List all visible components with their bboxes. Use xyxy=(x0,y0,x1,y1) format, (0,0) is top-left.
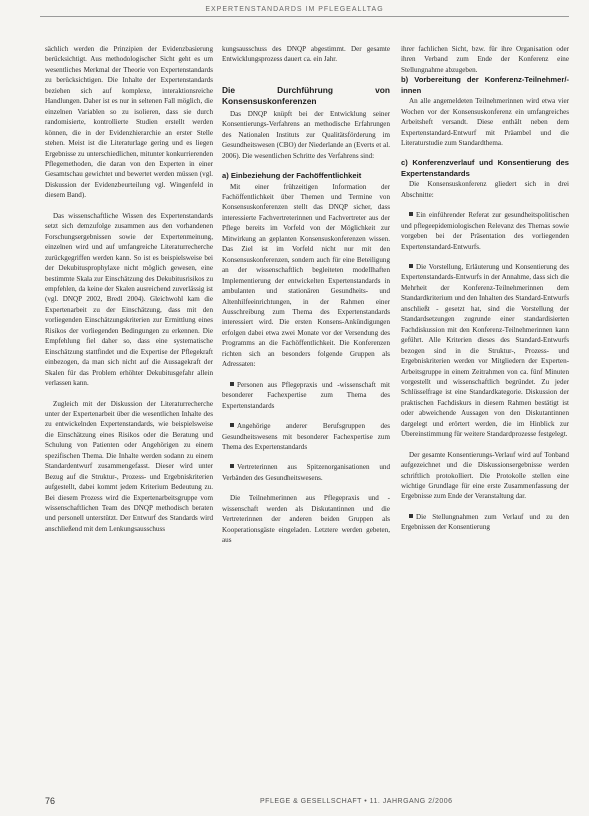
list-item-text: Personen aus Pflegepraxis und -wissenschaft mit besonderer Fachexpertise zum Thema des Expertenstandards xyxy=(222,380,390,410)
list-item-text: Vertreterinnen aus Spitzenorganisationen und Verbänden des Gesundheitswesens. xyxy=(222,463,390,482)
page-number: 76 xyxy=(45,796,56,806)
bullet-square-icon xyxy=(409,212,413,216)
paragraph: Das wissenschaftliche Wissen des Expertenstandards setzt sich demzufolge zusammen aus den vorhandenen Forschungsergebnissen sowie der Expertenmeinung, einzelnen wird und auf umfangreiche Literaturrecherche zurückgegriffen werden kann. So ist es beispielsweise bei der Dekubitusprophylaxe nicht möglich gewesen, eine bestimmte Skala zur Einschätzung des Dekubitusrisikos zu empfehlen, da keine der Skalen ausreichend zuverlässig ist (vgl. DNQP 2002, Bredl 2004). Gleichwohl kam die Expertenarbeit zu der Einschätzung, dass mit den vorliegenden Einschätzungskriterien zur Ermittlung eines Risikos der vorliegenden Bedingungen zu erkennen. Die Empfehlung fiel daher so, dass eine systematische Einschätzung stattfindet und die Expertise der Pflegekraft einbezogen, da man sich nicht auf die Aussagekraft der Skalen für das Problem erhöhter Dekubitusgefahr allein verlassen kann. xyxy=(45,211,213,388)
journal-title: PFLEGE & GESELLSCHAFT • 11. JAHRGANG 2/2006 xyxy=(260,798,453,805)
list-item xyxy=(222,421,390,452)
list-item xyxy=(401,210,569,252)
running-header xyxy=(0,6,589,13)
bullet-square-icon xyxy=(230,464,234,468)
list-item xyxy=(222,380,390,411)
header-rule xyxy=(40,16,569,17)
list-item xyxy=(401,512,569,533)
page-footer xyxy=(45,796,569,808)
list-item xyxy=(401,262,569,440)
bullet-square-icon xyxy=(409,514,413,518)
subsection-heading: b) Vorbereitung der Konferenz-Teilnehmer/-innen xyxy=(401,75,569,95)
bullet-square-icon xyxy=(230,382,234,386)
paragraph: Der gesamte Konsentierungs-Verlauf wird auf Tonband aufgezeichnet und die Diskussionsergebnisse werden schriftlich protokolliert. Die Protokolle stellen eine wichtige Grundlage für eine erste Zusammenfassung der Ergebnisse zum Ende der Veranstaltung dar. xyxy=(401,450,569,501)
paragraph: An alle angemeldeten Teilnehmerinnen wird etwa vier Wochen vor der Konsensuskonferenz ein umfangreiches Arbeitsheft versandt. Diese enthält neben dem Expertenstandard-Entwurf mit Präambel und die Literaturstudie zum Standardthema. xyxy=(401,97,569,147)
bullet-square-icon xyxy=(409,264,413,268)
section-heading: Die Durchführung von Konsensuskonferenzen xyxy=(222,84,390,106)
column-1 xyxy=(45,44,213,784)
list-item-text: Die Stellungnahmen zum Verlauf und zu den Ergebnissen der Konsentierung xyxy=(401,512,569,532)
column-2 xyxy=(222,44,390,784)
paragraph: Zugleich mit der Diskussion der Literaturrecherche unter der Expertenarbeit über die wesentlichen Inhalte des zu entwickelnden Expertenstandards, wie beispielsweise die Einschätzung eines Risikos oder die Beratung und Schulung von Patienten oder Angehörigen zu einem spezifischen Thema. Die Inhalte werden sodann zu einem Standardentwurf zusammengefasst. Dieser wird unter Bezug auf die Struktur-, Prozess- und Ergebniskriterien aufgestellt, dabei kommt jedem Kriterium Bedeutung zu. Bei diesem Prozess wird die Expertenarbeitsgruppe vom wissenschaftlichen Team des DNQP methodisch beraten und personell unterstützt. Der Entwurf des Standards wird anschließend mit dem Lenkungsausschuss xyxy=(45,399,213,533)
subsection-heading: a) Einbeziehung der Fachöffentlichkeit xyxy=(222,171,362,181)
list-item-text: Die Vorstellung, Erläuterung und Konsentierung des Expertenstandards-Entwurfs in der Annahme, dass sich die Mehrheit der Konferenz-Teilnehmerinnen dem Standardkriterium und den Inhalten des Standard-Entwurfs anschließt - gesetzt hat, sind die Vorstellung der Standardsetzungen zugrunde einer standardisierten Fachdiskussion mit den Konferenz-Teilnehmerinnen kann geführt. Alle Kriterien dieses des Standard-Entwurfs bezogen sind in die Struktur-, Prozess- und Ergebniskriterien werden vor Mitgliedern der Experten-Arbeitsgruppe in einem Zeitrahmen von ca. fünf Minuten vorgestellt und wissenschaftlich begründet. Zu jeder Schlüsselfrage ist eine Standardkategorie. Diskussion der praktischen Fachdiskurs in diesem Rahmen bestätigt ist oder abweichende Aussagen von den Diskutantinnen dargelegt und erörtert werden, die im Hinblick zur Übereinstimmung für weitere Standardprozesse festgelegt. xyxy=(401,262,569,439)
bullet-square-icon xyxy=(230,423,234,427)
paragraph: Mit einer frühzeitigen Information der Fachöffentlichkeit über Themen und Termine von Konsensuskonferenzen stellt das DNQP sicher, dass interessierte Fachvertreterinnen und Fachvertreter aus der Pflege bereits im Vorfeld von der Möglichkeit zur Mitwirkung an geplanten Konsensuskonferenzen wissen. Das Ziel ist im Vorfeld nicht nur mit den Konsensuskonferenzen, sondern auch für eine Beteiligung an der wissenschaftlich begleiteten modellhaften Implementierung der entwickelten Expertenstandards in ambulanten und stationären Gesundheits- und Altenhilfeeinrichtungen, in der Rahmen einer Ausschreibung zum Thema des Expertenstandards interessiert wird. Die ersten Konsens-Ankündigungen erfolgen dabei etwa zwei Monate vor der Versendung des Programms an die Fachöffentlichkeit. Die Konferenzen richten sich an besonders folgende Gruppen als Adressaten: xyxy=(222,182,390,369)
subsection-heading: c) Konferenzverlauf und Konsentierung des Expertenstandards xyxy=(401,158,569,178)
list-item xyxy=(222,462,390,483)
list-item-text: Ein einführender Referat zur gesundheitspolitischen und pflegeepidemiologischen Relevanz des Themas sowie vorgeben bei der Präsentation des vorliegenden Expertenstandard-Entwurfs. xyxy=(401,211,569,251)
paragraph: ihrer fachlichen Sicht, bzw. für ihre Organisation oder ihren Verband zum Ende der Konferenz eine Stellungnahme abzugeben. xyxy=(401,45,569,74)
paragraph: sächlich werden die Prinzipien der Evidenzbasierung berücksichtigt. Aus methodologischer Sicht geht es um wesentliches Merkmal der Theorie von Expertenstandards zu berücksichtigen. Die Inhalte der Expertenstandards beziehen sich auf komplexe, interaktionsreiche Handlungen. Daher ist es nur in seltenen Fall möglich, die einzelnen Variablen so zu isolieren, dass sie durch randomisierte, kontrollierte Studien erstellt werden können, die in der Evidenzhierarchie an erster Stelle stehen. Meist ist die Literaturlage gering und es liegen Ergebnisse zu unterschiedlichen, mitunter konkurrierenden Pflegemethoden, die daran von den Experten in einer Gesamtschau gewichtet und bewertet werden müssen (vgl. Diskussion der Evidenzbeurteilung vgl. Wingenfeld in diesem Band). xyxy=(45,45,213,200)
column-3 xyxy=(401,44,569,784)
paragraph: Die Teilnehmerinnen aus Pflegepraxis und -wissenschaft werden als Diskutantinnen und die Vertreterinnen der anderen beiden Gruppen als Kooperationsgäste eingeladen. Letztere werden gebeten, aus xyxy=(222,494,390,545)
paragraph: Das DNQP knüpft bei der Entwicklung seiner Konsentierungs-Verfahrens an methodische Erfahrungen des Nationalen Instituts zur Qualitätsförderung im Gesundheitswesen (CBO) der Niederlande an (Everts et al. 2006). Die wesentlichen Schritte des Verfahrens sind: xyxy=(222,109,390,160)
paragraph: Die Konsensuskonferenz gliedert sich in drei Abschnitte: xyxy=(401,180,569,199)
running-title: EXPERTENSTANDARDS IM PFLEGEALLTAG xyxy=(205,6,384,13)
list-item-text: Angehörige anderer Berufsgruppen des Gesundheitswesens mit besonderer Fachexpertise zum Thema des Expertenstandards xyxy=(222,422,390,451)
paragraph: kungsausschuss des DNQP abgestimmt. Der gesamte Entwicklungsprozess dauert ca. ein Jahr. xyxy=(222,45,390,64)
